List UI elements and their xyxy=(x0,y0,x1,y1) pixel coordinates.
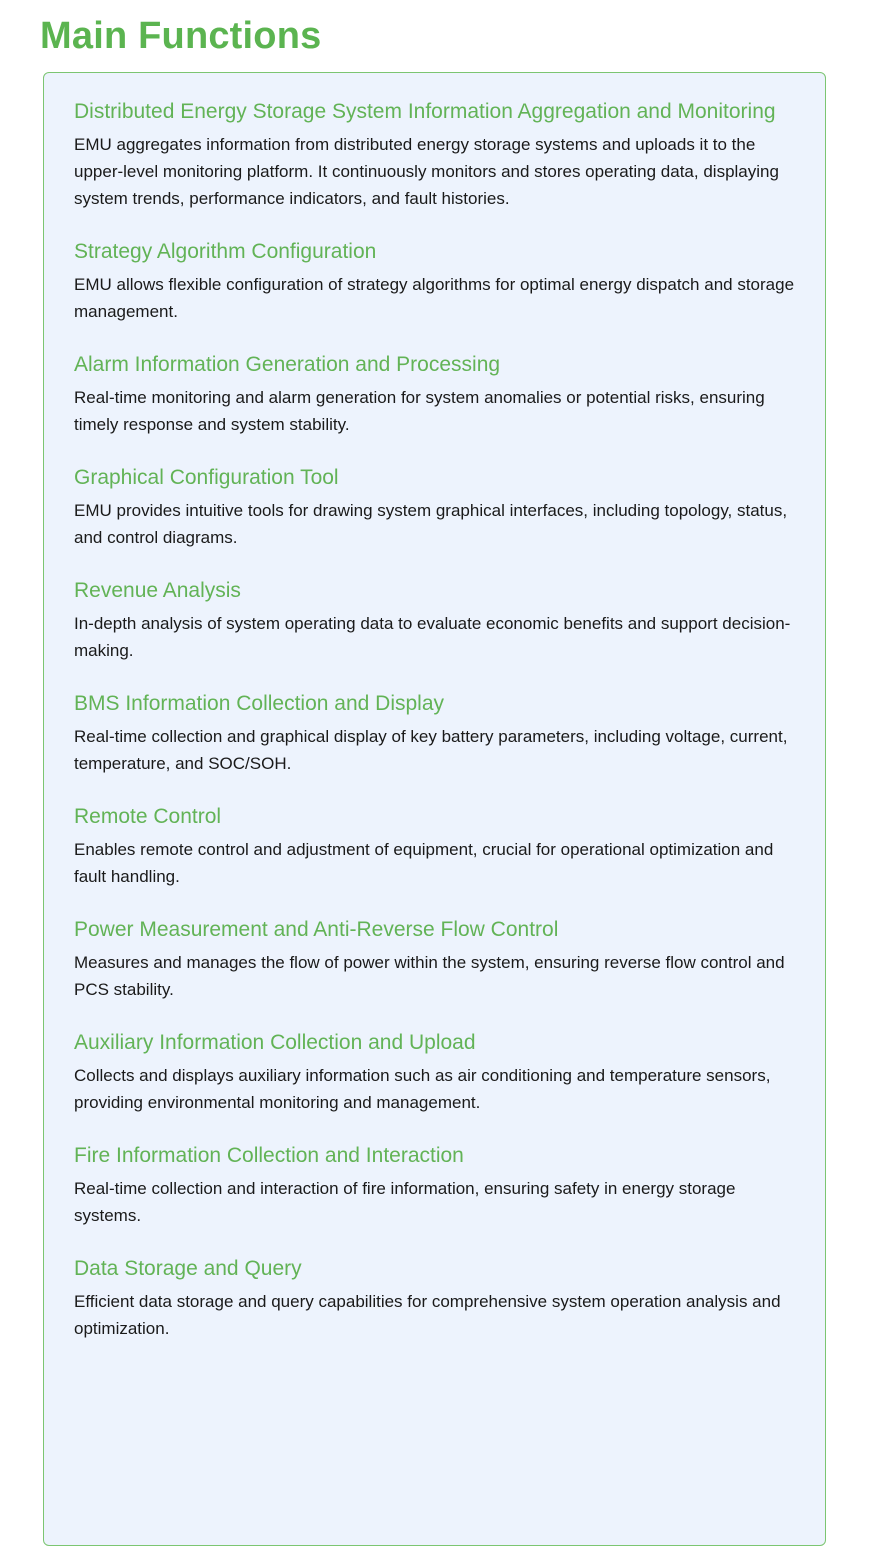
function-item xyxy=(74,464,795,551)
function-title: Alarm Information Generation and Processing xyxy=(74,353,501,376)
function-item xyxy=(74,351,795,438)
function-title: Revenue Analysis xyxy=(74,579,241,602)
function-title: Graphical Configuration Tool xyxy=(74,466,339,489)
function-title: Data Storage and Query xyxy=(74,1257,302,1280)
function-item xyxy=(74,916,795,1003)
function-description: Real-time collection and graphical display of key battery parameters, including voltage, current, temperature, and SOC/SOH. xyxy=(74,727,788,773)
function-item xyxy=(74,1142,795,1229)
function-description: EMU aggregates information from distributed energy storage systems and uploads it to the upper-level monitoring platform. It continuously monitors and stores operating data, displaying system trends, performance indicators, and fault histories. xyxy=(74,135,779,208)
function-description: Enables remote control and adjustment of equipment, crucial for operational optimization and fault handling. xyxy=(74,840,774,886)
function-description: Real-time collection and interaction of fire information, ensuring safety in energy storage systems. xyxy=(74,1179,736,1225)
function-description: EMU provides intuitive tools for drawing system graphical interfaces, including topology, status, and control diagrams. xyxy=(74,501,788,547)
function-title: Distributed Energy Storage System Information Aggregation and Monitoring xyxy=(74,100,776,123)
function-description: Measures and manages the flow of power within the system, ensuring reverse flow control and PCS stability. xyxy=(74,953,785,999)
function-item xyxy=(74,690,795,777)
function-description: EMU allows flexible configuration of strategy algorithms for optimal energy dispatch and storage management. xyxy=(74,275,795,321)
function-item xyxy=(74,238,795,325)
function-title: Remote Control xyxy=(74,805,222,828)
function-item xyxy=(74,1029,795,1116)
function-description: In-depth analysis of system operating data to evaluate economic benefits and support decision-making. xyxy=(74,614,791,660)
functions-panel xyxy=(43,72,826,1546)
function-title: Auxiliary Information Collection and Upload xyxy=(74,1031,476,1054)
function-title: Power Measurement and Anti-Reverse Flow Control xyxy=(74,918,559,941)
function-item xyxy=(74,1255,795,1342)
function-item xyxy=(74,577,795,664)
function-title: Fire Information Collection and Interaction xyxy=(74,1144,464,1167)
function-description: Efficient data storage and query capabilities for comprehensive system operation analysis and optimization. xyxy=(74,1292,781,1338)
page-title: Main Functions xyxy=(40,15,322,57)
function-description: Collects and displays auxiliary information such as air conditioning and temperature sensors, providing environmental monitoring and management. xyxy=(74,1066,771,1112)
function-title: BMS Information Collection and Display xyxy=(74,692,445,715)
function-item xyxy=(74,803,795,890)
function-item xyxy=(74,98,795,212)
function-description: Real-time monitoring and alarm generation for system anomalies or potential risks, ensuring timely response and system stability. xyxy=(74,388,765,434)
function-title: Strategy Algorithm Configuration xyxy=(74,240,377,263)
